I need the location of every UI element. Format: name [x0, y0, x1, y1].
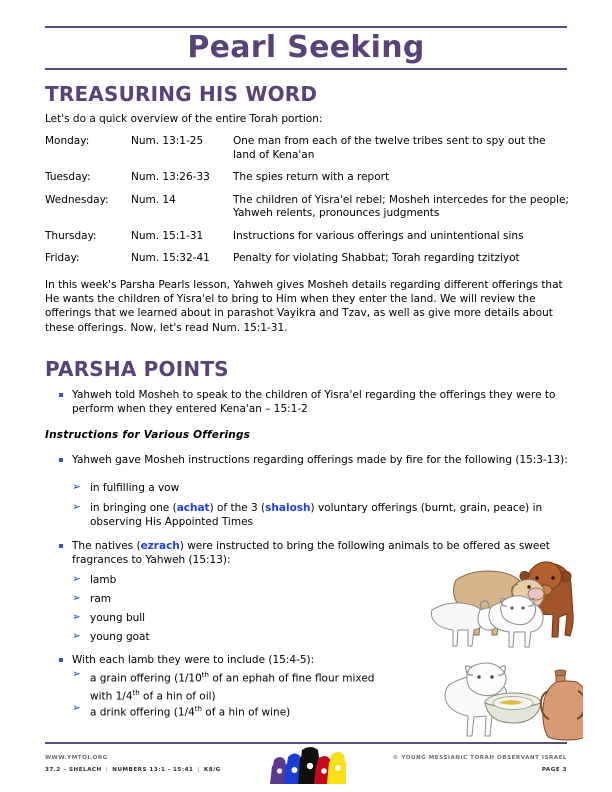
bullet-text: Yahweh told Mosheh to speak to the children of Yisra'el regarding the offerings they were to perform when they entered Kena'an – 15:1-2	[72, 389, 556, 416]
ymtoi-logo-svg	[270, 746, 346, 788]
section-heading-treasuring: TREASURING HIS WORD	[45, 82, 318, 106]
footer-audience: K8/G	[203, 767, 221, 773]
ordinal-suffix: th	[132, 688, 140, 697]
list-item	[52, 453, 572, 467]
footer-left-block	[45, 752, 221, 776]
list-item	[72, 611, 390, 625]
bullet-text-part: ) were instructed to bring the following animals to be offered as sweet fragrances to Yahweh (15:13):	[72, 540, 550, 567]
list-item	[72, 573, 390, 587]
animals-illustration-svg	[430, 548, 585, 648]
header-rule-bottom	[45, 68, 567, 70]
bullet-text-part: of a hin of wine)	[201, 706, 291, 719]
list-item	[72, 481, 560, 495]
footer-meta	[45, 764, 221, 776]
list-item	[72, 501, 560, 529]
schedule-description: Penalty for violating Shabbat; Torah regarding tzitziyot	[233, 252, 520, 264]
footer-scripture-range: NUMBERS 13:1 - 15:41	[112, 767, 194, 773]
list-item	[72, 592, 390, 606]
bullet-text: young bull	[90, 612, 146, 624]
overview-paragraph: In this week's Parsha Pearls lesson, Yahweh gives Mosheh details regarding different offerings that He wants the children of Yisra'el to bring to Him when they enter the land. We will review the offerings that we learned about in parashot Vayikra and Tzav, as well as give more details about these offerings. Now, let's read Num. 15:1-31.	[45, 279, 563, 334]
schedule-day: Wednesday:	[45, 193, 109, 206]
bullet-text: young goat	[90, 631, 150, 643]
schedule-day: Monday:	[45, 135, 90, 147]
bullet-text-part: in bringing one (	[90, 502, 177, 514]
table-row	[45, 171, 569, 194]
subheading-instructions: Instructions for Various Offerings	[45, 429, 251, 441]
schedule-reference: Num. 15:32-41	[131, 252, 210, 264]
list-item	[72, 668, 390, 703]
flour-bowl-figure	[485, 693, 541, 723]
torah-portion-schedule-table	[45, 135, 569, 275]
bullet-text-part: of an ephah of fine flour mixed with 1/4	[90, 672, 375, 703]
footer-rule	[45, 742, 567, 744]
oil-jug-figure	[541, 670, 583, 740]
ordinal-suffix: th	[194, 705, 202, 713]
ordinal-suffix: th	[201, 671, 209, 679]
schedule-reference: Num. 15:1-31	[131, 229, 204, 242]
list-item	[72, 702, 420, 720]
schedule-reference: Num. 13:26-33	[131, 171, 210, 183]
table-row	[45, 194, 569, 230]
document-header	[45, 26, 567, 70]
offering-illustration-svg	[443, 657, 583, 742]
animals-illustration	[430, 548, 585, 648]
list-item	[52, 388, 572, 416]
list-item	[52, 653, 432, 667]
table-row	[45, 252, 569, 275]
schedule-reference: Num. 14	[131, 193, 176, 206]
bullet-text-part: a drink offering (1/4	[90, 706, 195, 719]
bullet-text-part: ) voluntary offerings (burnt, grain, peace) in observing His Appointed Times	[90, 502, 543, 529]
logo-figure-yellow	[327, 752, 346, 784]
schedule-day: Tuesday:	[45, 171, 91, 183]
table-row	[45, 230, 569, 253]
bullet-text-part: a grain offering (1/10	[90, 672, 202, 685]
schedule-description: The spies return with a report	[233, 171, 390, 183]
section-heading-parsha-points: PARSHA POINTS	[45, 357, 229, 381]
bullet-text-part: ) of the 3 (	[209, 502, 266, 514]
bullet-text-part: The natives (	[72, 540, 141, 552]
footer-website[interactable]: WWW.YMTOI.ORG	[45, 755, 108, 761]
schedule-description: Instructions for various offerings and unintentional sins	[233, 229, 524, 242]
schedule-description: One man from each of the twelve tribes sent to spy out the land of Kena'an	[233, 135, 546, 161]
hebrew-term-ezrach: ezrach	[140, 540, 180, 552]
schedule-description: The children of Yisra'el rebel; Mosheh intercedes for the people; Yahweh relents, pronounces judgments	[233, 193, 569, 219]
footer-page-number: PAGE 3	[541, 767, 567, 773]
bullet-text: lamb	[90, 574, 117, 586]
lamb-flour-oil-illustration	[443, 657, 583, 742]
schedule-day: Friday:	[45, 252, 80, 264]
footer-separator: |	[197, 767, 200, 773]
bullet-text: With each lamb they were to include (15:4-5):	[72, 654, 315, 666]
hebrew-term-achat: achat	[176, 502, 210, 514]
list-item	[72, 630, 390, 644]
footer-lesson-code: 37.2 – SHELACH	[45, 767, 102, 773]
table-row	[45, 135, 569, 171]
hebrew-term-shalosh: shalosh	[265, 502, 311, 514]
overview-intro-text: Let's do a quick overview of the entire Torah portion:	[45, 113, 323, 125]
footer-copyright: © YOUNG MESSIANIC TORAH OBSERVANT ISRAEL	[392, 755, 567, 761]
footer-right-block	[393, 752, 567, 776]
bullet-text: ram	[90, 593, 111, 605]
bullet-text-part: of a hin of oil)	[139, 690, 216, 703]
footer-separator: |	[105, 767, 109, 773]
bullet-text: Yahweh gave Mosheh instructions regarding offerings made by fire for the following (15:3-13):	[72, 454, 568, 466]
ymtoi-logo	[270, 746, 346, 788]
page-title: Pearl Seeking	[187, 30, 425, 65]
schedule-reference: Num. 13:1-25	[131, 135, 204, 147]
bullet-text: in fulfilling a vow	[90, 482, 180, 494]
schedule-day: Thursday:	[45, 229, 97, 242]
